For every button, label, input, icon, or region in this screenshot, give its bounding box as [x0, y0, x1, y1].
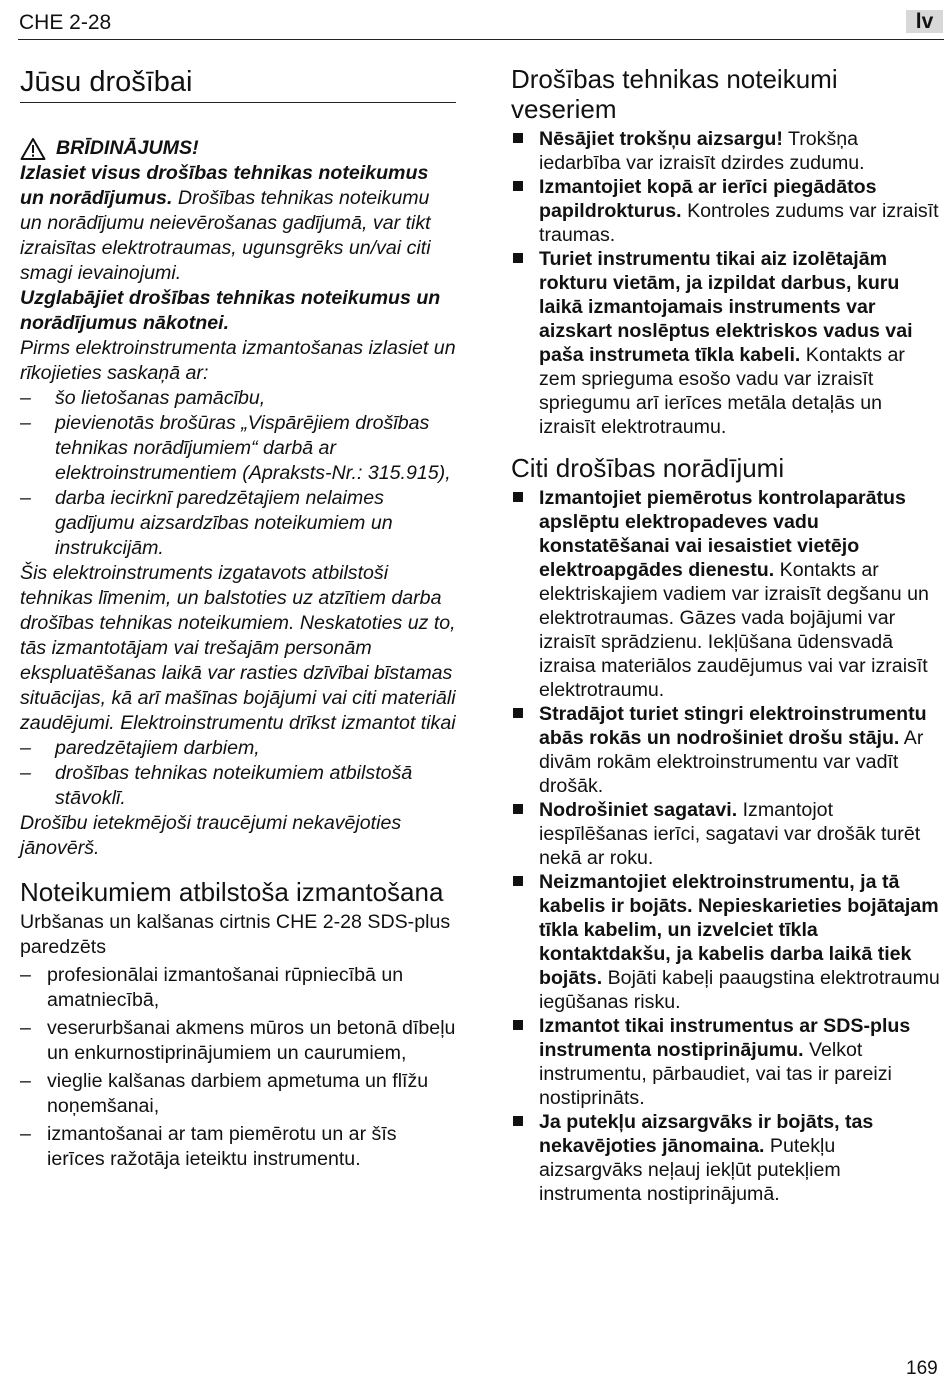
list-item [511, 870, 941, 1014]
header-rule [18, 39, 944, 40]
item-text: Kontroles zudums var izraisīt traumas. [539, 200, 939, 246]
list-item [20, 1069, 456, 1119]
square-bullet [513, 1116, 523, 1126]
dash-marker: – [20, 1070, 31, 1092]
square-bullet [513, 708, 523, 718]
warning-paragraph-2: Šis elektroinstruments izgatavots atbilstoši tehnikas līmenim, un balstoties uz atzītiem darba drošības tehnikas noteikumiem. Neskatoties uz to, tās izmantotājam vai trešajām personām ekspluatēšanas laikā var rasties dzīvībai bīstamas situācijas, kā arī mašīnas bojājumi vai citi materiāli zaudējumi. Elektroinstrumentu drīkst izmantot tikai [20, 562, 456, 734]
warning-lead-bold: Izlasiet visus drošības tehnikas noteikumus un norādījumus. [20, 162, 429, 209]
square-bullet [513, 181, 523, 191]
warning-lead-text: Drošības tehnikas noteikumu un norādījumu neievērošanas gadījumā, var tikt izraisītas elektrotraumas, ugunsgrēks un/vai citi smagi ievainojumi. [20, 187, 431, 284]
warning-paragraph-3: Drošību ietekmējoši traucējumi nekavējoties jānovērš. [20, 812, 402, 859]
warning-intro: Pirms elektroinstrumenta izmantošanas izlasiet un rīkojieties saskaņā ar: [20, 337, 456, 384]
item-text: Izmantojot iespīlēšanas ierīci, sagatavi var drošāk turēt nekā ar roku. [539, 799, 921, 869]
list-item [511, 798, 941, 870]
warning-list-2 [20, 736, 456, 811]
list-item [20, 411, 456, 486]
list-item-text: pievienotās brošūras „Vispārējiem drošības tehnikas norādījumiem“ darbā ar elektroinstrumentiem (Apraksts-Nr.: 315.915), [55, 412, 451, 484]
warning-keep: Uzglabājiet drošības tehnikas noteikumus un norādījumus nākotnei. [20, 287, 441, 334]
right-column [511, 64, 941, 1206]
item-bold: Nodrošiniet sagatavi. [539, 799, 738, 821]
item-text: Kontakts ar zem sprieguma esošo vadu var izraisīt spriegumu arī ierīces metāla detaļās un izraisīt elektrotraumu. [539, 344, 905, 438]
list-item-text: profesionālai izmantošanai rūpniecībā un amatniecībā, [47, 964, 404, 1011]
list-item [511, 175, 941, 247]
warning-triangle-icon [20, 137, 46, 161]
list-item [20, 486, 456, 561]
item-bold: Stradājot turiet stingri elektroinstrumentu abās rokās un nodrošiniet drošu stāju. [539, 703, 927, 749]
warning-list-1 [20, 386, 456, 561]
list-item-text: paredzētajiem darbiem, [55, 737, 260, 759]
list-item [20, 386, 456, 411]
usage-intro: Urbšanas un kalšanas cirtnis CHE 2-28 SDS-plus paredzēts [20, 911, 451, 958]
list-item [20, 1016, 456, 1066]
usage-list [20, 963, 456, 1172]
item-text: Velkot instrumentu, pārbaudiet, vai tas ir pareizi nostiprināts. [539, 1039, 892, 1109]
item-text: Ar divām rokām elektroinstrumentu var vadīt drošāk. [539, 727, 924, 797]
warning-lead [20, 161, 456, 286]
list-item-text: drošības tehnikas noteikumiem atbilstošā stāvoklī. [55, 762, 413, 809]
language-tab: lv [906, 10, 943, 33]
item-text: Putekļu aizsargvāks neļauj iekļūt putekļiem instrumenta nostiprinājumā. [539, 1135, 841, 1205]
dash-marker: – [20, 964, 31, 986]
item-bold: Neizmantojiet elektroinstrumentu, ja tā kabelis ir bojāts. Nepieskarieties bojātajam tīkla kabelim, un izvelciet tīkla kontaktdakšu, ja kabelis darba laikā tiek bojāts. [539, 871, 939, 989]
other-rules-heading: Citi drošības norādījumi [511, 453, 785, 483]
page-number: 169 [906, 1358, 938, 1379]
list-item-text: veserurbšanai akmens mūros un betonā dībeļu un enkurnostiprinājumiem un caurumiem, [47, 1017, 456, 1064]
dash-marker: – [20, 412, 31, 434]
hammer-rules-heading: Drošības tehnikas noteikumi veseriem [511, 64, 838, 124]
item-text: Bojāti kabeļi paaugstina elektrotraumu iegūšanas risku. [539, 967, 940, 1013]
list-item [511, 1014, 941, 1110]
list-item [511, 702, 941, 798]
item-bold: Ja putekļu aizsargvāks ir bojāts, tas nekavējoties jānomaina. [539, 1111, 874, 1157]
list-item [511, 127, 941, 175]
list-item [511, 1110, 941, 1206]
page-title: Jūsu drošībai [20, 64, 456, 103]
square-bullet [513, 876, 523, 886]
square-bullet [513, 492, 523, 502]
square-bullet [513, 1020, 523, 1030]
list-item [511, 247, 941, 439]
list-item-text: izmantošanai ar tam piemērotu un ar šīs ierīces ražotāja ieteiktu instrumentu. [47, 1123, 397, 1170]
dash-marker: – [20, 487, 31, 509]
item-bold: Izmantojiet kopā ar ierīci piegādātos papildrokturus. [539, 176, 877, 222]
dash-marker: – [20, 1123, 31, 1145]
usage-heading: Noteikumiem atbilstoša izmantošana [20, 877, 444, 907]
item-bold: Izmantot tikai instrumentus ar SDS-plus instrumenta nostiprinājumu. [539, 1015, 911, 1061]
item-bold: Nēsājiet trokšņu aizsargu! [539, 128, 783, 150]
document-model: CHE 2-28 [19, 11, 112, 34]
dash-marker: – [20, 387, 31, 409]
left-column [20, 64, 456, 1172]
list-item [20, 761, 456, 811]
item-bold: Turiet instrumentu tikai aiz izolētajām rokturu vietām, ja izpildat darbus, kuru laikā izmantojamais instruments var aizskart noslēptus elektriskos vadus vai paša instrumeta tīkla kabeli. [539, 248, 913, 366]
dash-marker: – [20, 1017, 31, 1039]
square-bullet [513, 804, 523, 814]
list-item-text: darba iecirknī paredzētajiem nelaimes gadījumu aizsardzības noteikumiem un instrukcijām. [55, 487, 393, 559]
list-item [20, 1122, 456, 1172]
list-item [20, 736, 456, 761]
warning-label: BRĪDINĀJUMS! [56, 137, 199, 159]
list-item-text: šo lietošanas pamācību, [55, 387, 266, 409]
item-text: Kontakts ar elektriskajiem vadiem var izraisīt degšanu un elektrotraumas. Gāzes vada bojājumi var izraisīt sprādzienu. Iekļūšana ūdensvadā izraisa materiālos zaudējumus vai var izraisīt elektrotraumu. [539, 559, 929, 701]
list-item [20, 963, 456, 1013]
warning-heading [20, 136, 456, 161]
hammer-rules-list [511, 127, 941, 439]
other-rules-list [511, 486, 941, 1206]
item-bold: Izmantojiet piemērotus kontrolaparātus apslēptu elektropadeves vadu konstatēšanai vai iesaistiet vietējo elektroapgādes dienestu. [539, 487, 906, 581]
list-item [511, 486, 941, 702]
dash-marker: – [20, 762, 31, 784]
square-bullet [513, 133, 523, 143]
square-bullet [513, 253, 523, 263]
dash-marker: – [20, 737, 31, 759]
list-item-text: vieglie kalšanas darbiem apmetuma un flīžu noņemšanai, [47, 1070, 429, 1117]
item-text: Trokšņa iedarbība var izraisīt dzirdes zudumu. [539, 128, 865, 174]
